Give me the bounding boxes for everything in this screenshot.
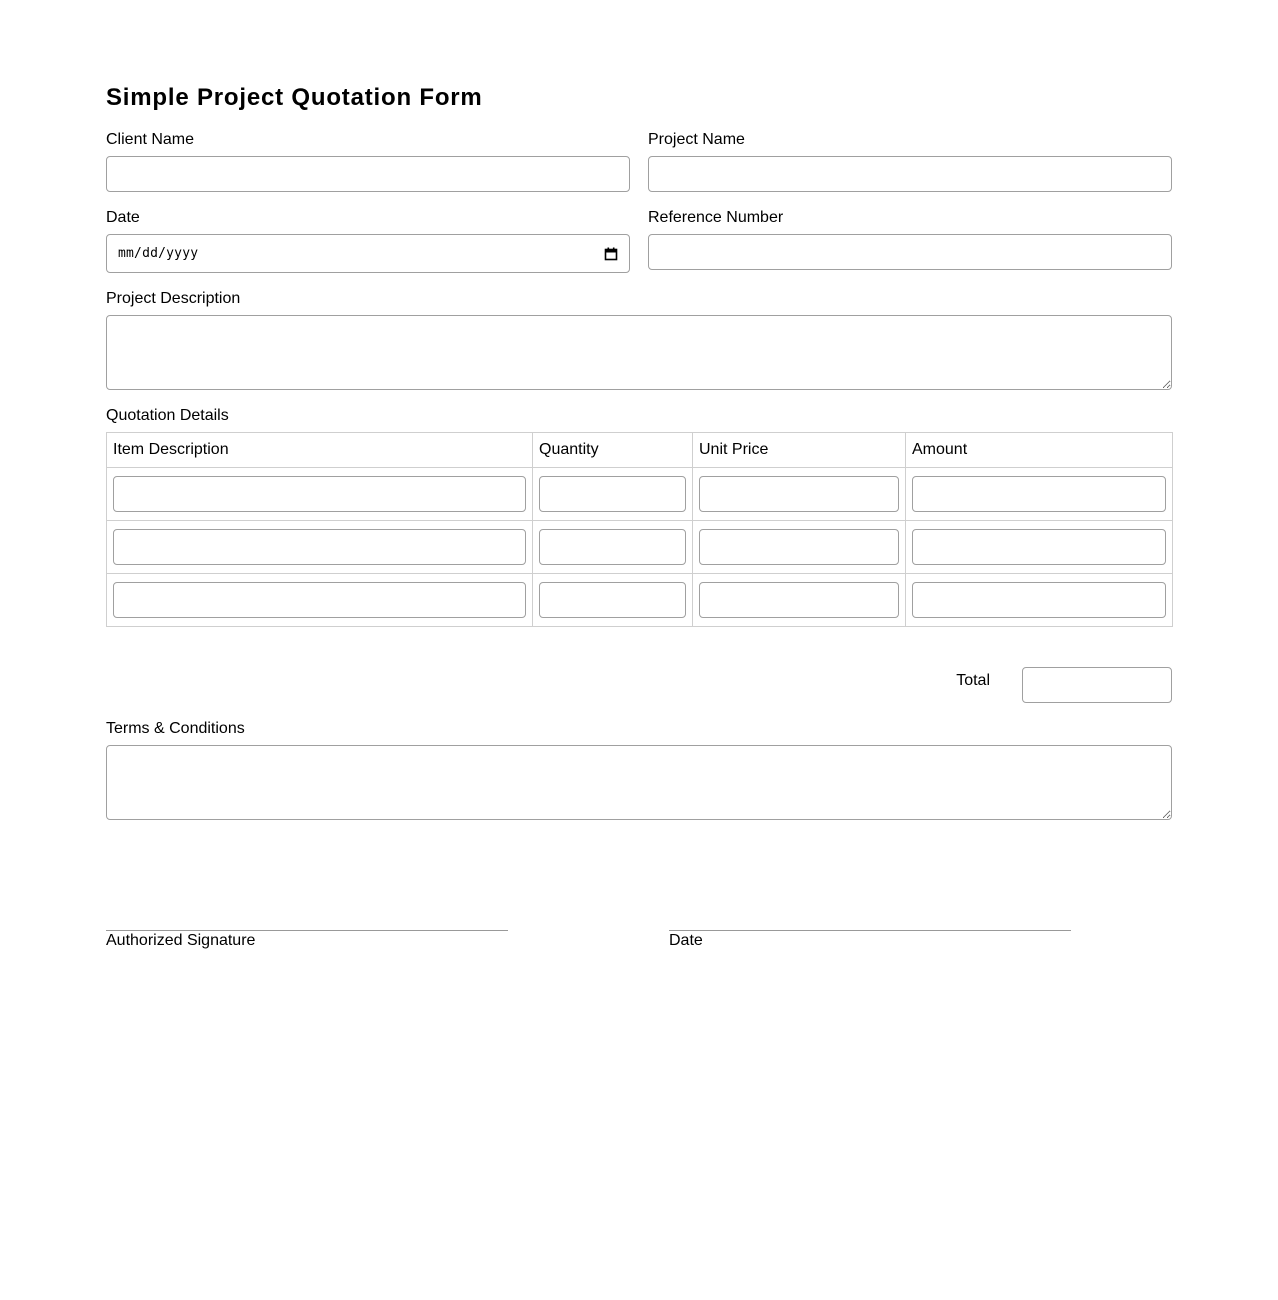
date-label: Date: [106, 209, 140, 226]
terms-field: [106, 720, 1172, 820]
total-input[interactable]: [1022, 667, 1172, 703]
unit-price-input[interactable]: [699, 582, 899, 618]
cell-unit-price: [693, 521, 906, 574]
project-name-input[interactable]: [648, 156, 1172, 192]
table-row: [107, 468, 1173, 521]
unit-price-input[interactable]: [699, 476, 899, 512]
column-header-amount: Amount: [906, 433, 1173, 468]
quotation-table: [106, 432, 1173, 627]
reference-number-field: [648, 209, 1172, 273]
date-placeholder: mm/dd/yyyy: [118, 246, 199, 261]
total-label: Total: [956, 672, 990, 689]
cell-unit-price: [693, 468, 906, 521]
item-description-input[interactable]: [113, 476, 526, 512]
client-project-row: [106, 131, 1172, 192]
table-row: [107, 574, 1173, 627]
cell-item-description: [107, 468, 533, 521]
amount-input[interactable]: [912, 529, 1166, 565]
project-description-label: Project Description: [106, 290, 241, 307]
cell-item-description: [107, 574, 533, 627]
column-header-item-description: Item Description: [107, 433, 533, 468]
column-header-quantity: Quantity: [533, 433, 693, 468]
authorized-signature-label: Authorized Signature: [106, 932, 256, 949]
reference-number-label: Reference Number: [648, 209, 784, 226]
cell-unit-price: [693, 574, 906, 627]
item-description-input[interactable]: [113, 529, 526, 565]
cell-quantity: [533, 468, 693, 521]
table-row: [107, 521, 1173, 574]
cell-amount: [906, 574, 1173, 627]
client-name-input[interactable]: [106, 156, 630, 192]
cell-item-description: [107, 521, 533, 574]
date-input[interactable]: [106, 234, 630, 273]
quantity-input[interactable]: [539, 529, 686, 565]
signature-date-label: Date: [669, 932, 703, 949]
project-name-field: [648, 131, 1172, 192]
cell-quantity: [533, 521, 693, 574]
terms-label: Terms & Conditions: [106, 720, 245, 737]
terms-textarea[interactable]: [106, 745, 1172, 820]
quotation-details-label: Quotation Details: [106, 407, 229, 424]
client-name-field: [106, 131, 630, 192]
total-row: [956, 667, 1172, 703]
signature-date-line: [669, 930, 1071, 950]
table-header-row: [107, 433, 1173, 468]
cell-quantity: [533, 574, 693, 627]
date-reference-row: [106, 209, 1172, 273]
quantity-input[interactable]: [539, 476, 686, 512]
cell-amount: [906, 521, 1173, 574]
unit-price-input[interactable]: [699, 529, 899, 565]
item-description-input[interactable]: [113, 582, 526, 618]
project-description-textarea[interactable]: [106, 315, 1172, 390]
cell-amount: [906, 468, 1173, 521]
quotation-details-section: [106, 407, 1172, 627]
column-header-unit-price: Unit Price: [693, 433, 906, 468]
amount-input[interactable]: [912, 582, 1166, 618]
date-field: [106, 209, 630, 273]
reference-number-input[interactable]: [648, 234, 1172, 270]
amount-input[interactable]: [912, 476, 1166, 512]
calendar-icon[interactable]: [604, 247, 618, 261]
authorized-signature-line: [106, 930, 508, 950]
project-description-field: [106, 290, 1172, 390]
client-name-label: Client Name: [106, 131, 195, 148]
project-name-label: Project Name: [648, 131, 745, 148]
quantity-input[interactable]: [539, 582, 686, 618]
page-title: Simple Project Quotation Form: [106, 84, 483, 111]
